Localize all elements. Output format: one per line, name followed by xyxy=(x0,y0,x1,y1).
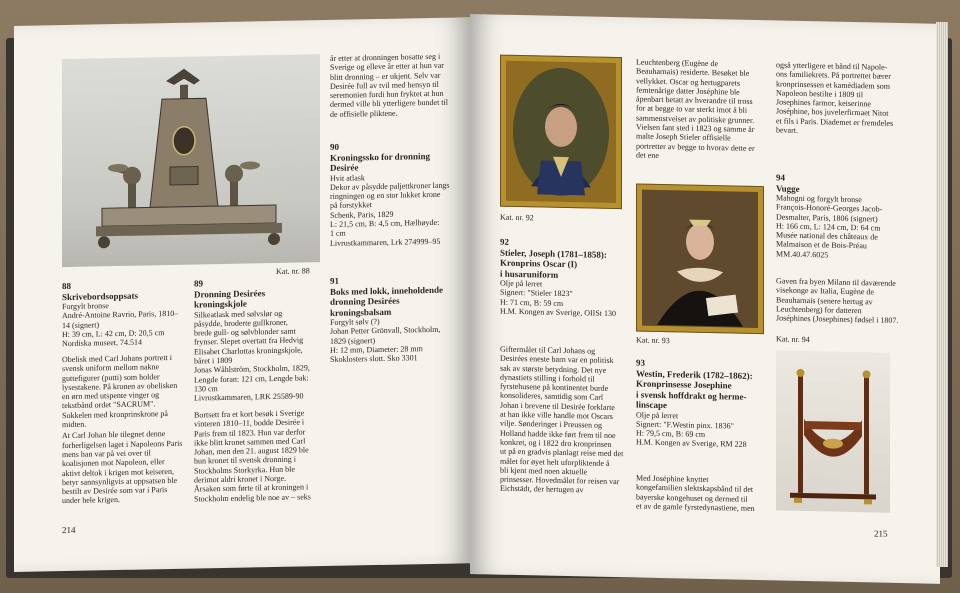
body-line: Obelisk med Carl Johans portrett i xyxy=(62,352,172,365)
entry-88-number: 88 xyxy=(62,280,71,292)
body-line: fyrstehusene på kontinentet burde xyxy=(500,381,609,394)
body-line: Beauharnais) residerte. Besøket ble xyxy=(636,66,750,79)
body-line: Eichstädt, der hertugen av xyxy=(500,484,584,495)
body-line: Giftermålet til Carl Johans og xyxy=(500,344,596,356)
body-line: Stockholms Storkyrka. Hun ble xyxy=(194,464,295,476)
body-line: ut på en gradvis planlagt reise med det xyxy=(500,446,624,459)
column-3-continuation xyxy=(776,60,916,137)
entry-88-line: Nordiska museet, 74.514 xyxy=(62,337,142,349)
entry-89-line: Livrustkammaren, LRK 25589-90 xyxy=(194,391,304,403)
body-line: Johan i brevene til Desirée forklarte xyxy=(500,400,615,412)
entry-94-line: H: 166 cm, L: 124 cm, D: 64 cm xyxy=(776,221,881,233)
body-line: koalisjonen mot Napoleon, eller xyxy=(62,457,165,469)
body-line: mens han var på vei over til xyxy=(62,448,151,460)
entry-88-line: André-Antoine Ravrio, Paris, 1810– xyxy=(62,309,179,321)
entry-90-line: Dekor av påsydde paljettkroner langs xyxy=(330,180,450,192)
entry-91-line: H: 12 mm, Diameter: 28 mm xyxy=(330,344,423,355)
body-line: Med Joséphine knyttet xyxy=(636,473,709,484)
entry-89-line: båret i 1809 xyxy=(194,355,233,366)
body-line: Leuchtenberg) for datteren xyxy=(776,304,862,316)
body-94 xyxy=(776,276,916,325)
column-2-continuation xyxy=(636,57,772,162)
body-line: Vielsen fant sted i 1823 og samme år xyxy=(636,122,755,135)
entry-89-line: Jonas Wåhlström, Stockholm, 1829, xyxy=(194,363,310,375)
body-92 xyxy=(500,345,634,497)
entry-94-line: Musée national des châteaux de xyxy=(776,230,878,242)
body-line: prinsesser. Hovedmålet for reisen var xyxy=(500,474,620,487)
entry-93-line: H: 79,5 cm, B: 69 cm xyxy=(636,428,706,440)
entry-90-line: Livrustkammaren, Lrk 274999–95 xyxy=(330,236,441,248)
body-89 xyxy=(194,408,324,503)
body-line: et fils i Paris. Diademet er fremdeles xyxy=(776,116,894,128)
entry-91 xyxy=(330,273,462,364)
entry-88-line: H: 39 cm, L: 42 cm, D: 20,5 cm xyxy=(62,328,165,339)
body-line: for at begge to var sterkt imot å bli xyxy=(636,103,748,116)
body-line: forherligelsen laget i Napoleons Paris xyxy=(62,438,183,450)
entry-90 xyxy=(330,139,462,247)
entry-93-line: Signert: "F.Westin pinx. 1836" xyxy=(636,419,734,431)
entry-89-line: 130 cm xyxy=(194,383,218,394)
body-line: vilje. Sønderinger i Preussen og xyxy=(500,419,602,431)
body-line: malte Joseph Stieler offisielle xyxy=(636,131,731,143)
body-line: blitt dronning – er ukjent. Selv var xyxy=(330,70,441,82)
body-line: Gaven fra byen Milano til daværende xyxy=(776,276,896,288)
body-line: Bortsett fra et kort besøk i Sverige xyxy=(194,408,305,420)
body-line: kongefamilien slektskapsbånd til det xyxy=(636,482,754,495)
body-line: midten. xyxy=(62,419,87,430)
caption-88: Kat. nr. 88 xyxy=(276,266,310,276)
entry-91-line: 1829 (signert) xyxy=(330,335,376,346)
page-edges xyxy=(936,22,948,567)
body-line: ons familiekrets. På portrettet bærer xyxy=(776,69,891,82)
body-line: derimot aldri kronet i Norge. xyxy=(194,473,287,485)
entry-89-line: Lengde foran: 121 cm, Lengde bak: xyxy=(194,372,309,385)
body-line: konkret, og i 1822 dro kronprinsen xyxy=(500,437,612,449)
entry-90-line: på forstykket xyxy=(330,200,372,211)
body-line: at han ikke ville handle mot Oscars xyxy=(500,409,613,422)
body-line: åpenbart betatt av hverandre til tross xyxy=(636,94,753,107)
body-line: hun kronet til svensk dronning i xyxy=(194,455,296,467)
cradle-illustration xyxy=(776,350,890,512)
entry-93-line: H.M. Kongen av Sverige, RM 228 xyxy=(636,437,747,450)
entry-93-title: i svensk hoffdrakt og herme- xyxy=(636,388,747,402)
entry-93-title: linscape xyxy=(636,399,668,411)
body-line: visekonge av Italia, Eugène de xyxy=(776,285,874,297)
entry-89-title: kroningskjole xyxy=(194,298,247,310)
body-line: At Carl Johan ble tilegnet denne xyxy=(62,429,166,441)
entry-92-number: 92 xyxy=(500,236,509,247)
entry-91-title: dronning Desirées xyxy=(330,295,400,307)
body-line: Årsaken som førte til at kroningen i xyxy=(194,482,309,494)
desk-ornament-photo xyxy=(62,54,320,267)
body-line: dynastiets stilling i forhold til xyxy=(500,372,595,384)
body-line: en ørn med utspente vinger og xyxy=(62,390,160,402)
body-line: Johan, men den 21. august 1829 ble xyxy=(194,445,309,457)
body-line: sammenstveiset av politiske grunner. xyxy=(636,113,755,125)
entry-88-line: 14 (signert) xyxy=(62,319,100,330)
body-line: under hele krigen. xyxy=(62,495,120,506)
body-93 xyxy=(636,473,774,513)
body-line: målet for øyet helt uforpliktende å xyxy=(500,456,610,468)
body-line: guttefigurer (putti) som holder xyxy=(62,371,160,383)
entry-88 xyxy=(62,279,182,349)
body-line: de offisielle pliktene. xyxy=(330,108,398,119)
body-line: et av de gamle fyrstedynastiene, men xyxy=(636,501,755,513)
entry-93-title: Westin, Frederik (1782–1862): xyxy=(636,367,753,381)
entry-90-title: Kroningssko for dronning xyxy=(330,150,431,163)
entry-93 xyxy=(636,357,774,450)
right-page xyxy=(470,14,940,584)
entry-92-line: H: 71 cm, B: 59 cm xyxy=(500,297,564,308)
entry-92 xyxy=(500,237,636,319)
entry-94-title: Vugge xyxy=(776,182,800,194)
entry-90-title: Desirée xyxy=(330,162,359,173)
entry-90-line: ringningen og en stor lukket krone xyxy=(330,189,441,202)
body-line: kronprinsessen et kamédiadem som xyxy=(776,79,890,91)
caption-94: Kat. nr. 94 xyxy=(776,334,810,345)
entry-90-line: 1 cm xyxy=(330,228,346,239)
body-line: år etter at dronningen bosatte seg i xyxy=(330,51,441,63)
entry-91-line: Forgylt sølv (?) xyxy=(330,316,380,327)
body-line: dermed ville bli ytterligere bundet til xyxy=(330,98,448,110)
body-line: bestilt av Desirée som var i Paris xyxy=(62,485,168,497)
entry-93-title: Kronprinsesse Josephine xyxy=(636,378,732,391)
body-line: sak av største betydning. Det nye xyxy=(500,363,607,375)
body-line: bevart. xyxy=(776,125,798,135)
body-line: Josephines farmor, keiserinne xyxy=(776,97,871,109)
left-page xyxy=(14,17,470,572)
entry-94-number: 94 xyxy=(776,172,785,183)
body-line: aktivt deltok i krigen mot keiseren, xyxy=(62,466,174,478)
entry-90-line: Hvit atlask xyxy=(330,172,365,183)
entry-94-line: MM.40.47.6025 xyxy=(776,249,829,260)
body-line: svensk uniform mellom nakne xyxy=(62,362,160,374)
entry-89-line: brede gull- og sølvblonder samt xyxy=(194,326,296,338)
entry-89-line: påsydde, broderte gullkroner, xyxy=(194,317,288,329)
body-line: Desirées eneste barn var en politisk xyxy=(500,353,614,366)
portrait-oscar-painting xyxy=(501,56,621,209)
desk-ornament-illustration xyxy=(62,54,320,267)
body-line: tekstbånd ordet "SACRUM". xyxy=(62,399,156,411)
entry-91-number: 91 xyxy=(330,275,339,286)
entry-89 xyxy=(194,276,322,403)
body-line: vinteren 1810–11, bodde Desirée i xyxy=(194,417,305,429)
entry-94-line: François-Honoré-Georges Jacob- xyxy=(776,202,883,214)
body-line: Sokkelen med kronprinskrone på xyxy=(62,408,168,420)
entry-91-title: kroningsbalsam xyxy=(330,306,392,318)
portrait-josephine-painting xyxy=(637,184,763,333)
portrait-josephine xyxy=(636,183,764,334)
column-3-continuation xyxy=(330,51,462,119)
body-line: Joséphines (Josephines) fødsel i 1807. xyxy=(776,313,899,326)
body-line: seremonien fordi hun fryktet at hun xyxy=(330,88,444,101)
body-line: betyr sannsynligvis at oppsatsen ble xyxy=(62,475,178,487)
body-line: Napoleon bestilte i 1809 til xyxy=(776,88,864,100)
entry-94-line: Mahogni og forgylt bronse xyxy=(776,193,862,205)
entry-89-line: frynser. Slepet overtatt fra Hedvig xyxy=(194,335,304,347)
entry-92-line: H.M. Kongen av Sverige, OIISt 130 xyxy=(500,306,616,318)
caption-92: Kat. nr. 92 xyxy=(500,212,534,223)
entry-88-line: Forgylt bronse xyxy=(62,301,109,312)
entry-94-line: Malmaison et de Bois-Préau xyxy=(776,239,867,251)
body-line: konsolideres, samtidig som Carl xyxy=(500,391,604,403)
body-line: det ene xyxy=(636,150,659,160)
cradle-photo xyxy=(776,350,890,512)
body-line: Sverige og elleve år etter at hun var xyxy=(330,61,444,73)
caption-93: Kat. nr. 93 xyxy=(636,335,670,346)
body-line: bayerske kongehuset og dermed til xyxy=(636,492,748,504)
body-line: også ytterligere et bånd til Napole- xyxy=(776,60,888,72)
entry-91-line: Skoklosters slott. Sko 3301 xyxy=(330,353,418,365)
entry-91-line: Johan Petter Grönvall, Stockholm, xyxy=(330,325,441,337)
entry-90-line: Schenk, Paris, 1829 xyxy=(330,209,394,220)
body-line: Desirée full av tvil med hensyn til xyxy=(330,79,439,91)
entry-94-line: Desmalter, Paris, 1806 (signert) xyxy=(776,212,878,224)
entry-89-line: Silkeatlask med sølvslør og xyxy=(194,308,283,320)
body-line: portretter av begge to hvorav dette er xyxy=(636,141,755,153)
body-line: Paris frem til 1823. Hun var derfor xyxy=(194,427,306,439)
body-line: vellykket. Oscar og hertugparets xyxy=(636,76,740,88)
entry-88-title: Skrivebordsoppsats xyxy=(62,290,139,302)
entry-94 xyxy=(776,172,916,261)
entry-89-title: Dronning Desirées xyxy=(194,287,266,300)
entry-89-number: 89 xyxy=(194,278,203,289)
page-number-right: 215 xyxy=(874,528,888,539)
entry-93-line: Olje på lerret xyxy=(636,409,679,420)
body-88 xyxy=(62,353,186,506)
body-line: Leuchtenberg (Eugène de xyxy=(636,57,719,69)
body-line: ikke blitt kronet sammen med Carl xyxy=(194,436,306,448)
entry-89-line: Elisabet Charlottas kroningskjole, xyxy=(194,345,303,357)
entry-91-title: Boks med lokk, inneholdende xyxy=(330,284,444,297)
body-line: femtenårige datter Joséphine ble xyxy=(636,85,740,97)
body-line: Holland hadde ikke ført frem til noe xyxy=(500,428,616,440)
page-number-left: 214 xyxy=(62,524,76,536)
entry-92-title: Stieler, Joseph (1781–1858): xyxy=(500,247,607,260)
body-line: Beauharnais (senere hertug av xyxy=(776,295,873,307)
body-line: lysestakene. På kronen av obelisken xyxy=(62,380,178,392)
body-line: bli kjent med noen aktuelle xyxy=(500,465,588,477)
entry-92-line: Signert: "Stieler 1823" xyxy=(500,287,573,299)
portrait-oscar xyxy=(500,55,622,210)
entry-92-title: Kronprins Oscar (I) xyxy=(500,257,578,270)
entry-92-line: Olje på lerret xyxy=(500,278,543,289)
entry-90-number: 90 xyxy=(330,141,339,152)
entry-92-title: i husaruniform xyxy=(500,268,559,280)
entry-93-number: 93 xyxy=(636,357,645,368)
body-line: Joséphine, hos juvelerfirmaet Nitot xyxy=(776,106,889,119)
body-line: Stockholm endelig ble noe av – seks xyxy=(194,491,311,504)
entry-90-line: L: 21,5 cm, B: 4,5 cm, Hælhøyde: xyxy=(330,217,440,229)
